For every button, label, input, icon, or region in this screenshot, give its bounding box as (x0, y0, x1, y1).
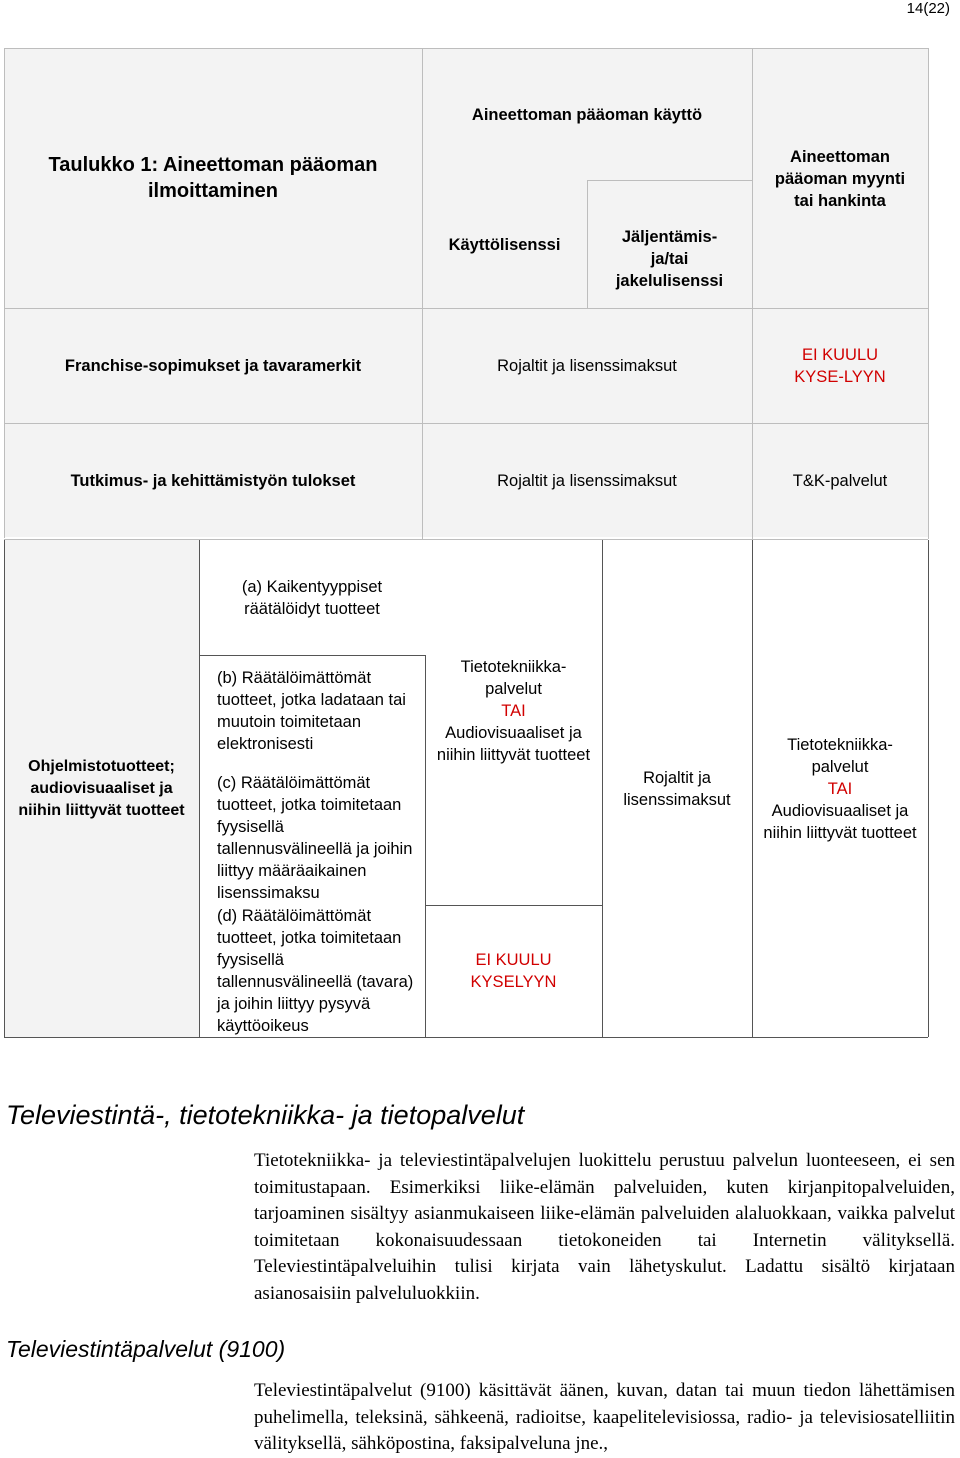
reproduction-col-header: Jäljentämis-ja/tai jakelulisenssi (615, 228, 724, 290)
grid-line (752, 540, 753, 1037)
section-heading-ict: Televiestintä-, tietotekniikka- ja tietopalvelut (6, 1100, 525, 1130)
row-rd-use: Rojaltit ja lisenssimaksut (497, 472, 677, 490)
row-software-label: Ohjelmistotuotteet; audiovisuaaliset ja niihin liittyvät tuotteet (18, 757, 185, 819)
software-license-top-2: Audiovisuaaliset ja niihin liittyvät tuotteet (436, 724, 591, 764)
grid-line (4, 1037, 928, 1038)
grid-line (4, 540, 5, 1037)
grid-line (587, 180, 588, 308)
row-rd-label: Tutkimus- ja kehittämistyön tulokset (70, 472, 356, 490)
section-paragraph-ict: Tietotekniikka- ja televiestintäpalvelujen luokittelu perustuu palvelun luonteeseen, ei sen toimitustapaan. Esimerkiksi liike-elämän palveluiden, kuten kirjanpitopalveluiden, tarjoaminen sisältyy asianmukaiseen liike-elämän palveluiden alaluokkaan, vaikka palvelut toimitetaan kokonaisuudessaan tietokoneiden tai Internetin välityksellä. Televiestintäpalveluihin tulisi kirjata vain lähetyskulut. Ladattu sisältö kirjataan asianosaisiin palveluluokkiin. (254, 1150, 955, 1304)
software-reproduction: Rojaltit ja lisenssimaksut (623, 768, 731, 809)
grid-line (4, 48, 928, 49)
section-paragraph-telecom: Televiestintäpalvelut (9100) käsittävät äänen, kuvan, datan tai muun tiedon lähettämisen puhelimella, teleksinä, sähkeenä, radioitse, kaapelitelevisiossa, radio- ja televisiosatelliitin välityksellä, sähköpostina, faksipalveluna jne., (254, 1380, 955, 1454)
software-sale-1: Tietotekniikka-palvelut (787, 735, 893, 776)
software-d: (d) Räätälöimättömät tuotteet, jotka toimitetaan fyysisellä tallennusvälineellä (tavara) ja joihin liittyy pysyvä käyttöoikeus (217, 907, 414, 1035)
grid-line (587, 180, 752, 181)
grid-line (199, 540, 200, 1037)
software-b: (b) Räätälöimättömät tuotteet, jotka ladataan tai muutoin toimitetaan elektronisesti (217, 669, 406, 753)
software-c: (c) Räätälöimättömät tuotteet, jotka toimitetaan fyysisellä tallennusvälineellä ja joihin liittyy määräaikainen lisenssimaksu (217, 774, 413, 902)
grid-line (602, 540, 603, 1037)
grid-line (425, 905, 602, 906)
software-a: (a) Kaikentyyppiset räätälöidyt tuotteet (241, 577, 383, 618)
grid-line (422, 48, 423, 539)
grid-line (928, 540, 929, 1037)
grid-line (4, 539, 928, 540)
row-franchise-label: Franchise-sopimukset ja tavaramerkit (64, 356, 362, 375)
software-license-bottom: EI KUULU KYSELYYN (470, 951, 557, 991)
row-rd-sale: T&K-palvelut (792, 472, 888, 490)
grid-line (752, 48, 753, 539)
license-col-header: Käyttölisenssi (448, 236, 561, 254)
software-sale (752, 540, 928, 1037)
software-license-top-1: Tietotekniikka-palvelut (460, 658, 567, 698)
use-header: Aineettoman pääoman käyttö (471, 106, 703, 124)
page-number: 14(22) (906, 0, 950, 17)
row-franchise-use: Rojaltit ja lisenssimaksut (497, 356, 677, 375)
grid-line (4, 308, 928, 309)
grid-line (4, 48, 5, 538)
section-heading-telecom: Televiestintäpalvelut (9100) (6, 1336, 286, 1362)
software-sale-2: Audiovisuaaliset ja niihin liittyvät tuotteet (763, 801, 917, 842)
software-license-top-tai: TAI (501, 702, 526, 720)
grid-line (199, 655, 425, 656)
table-title: Taulukko 1: Aineettoman pääoman ilmoittaminen (48, 154, 378, 202)
grid-line (425, 655, 426, 1037)
row-franchise-sale: EI KUULU KYSE-LYYN (794, 345, 886, 386)
grid-line (4, 423, 928, 424)
software-license-top (425, 656, 602, 796)
grid-line (928, 48, 929, 539)
sale-col-header: Aineettoman pääoman myynti tai hankinta (774, 148, 906, 210)
software-sale-tai: TAI (827, 779, 853, 798)
